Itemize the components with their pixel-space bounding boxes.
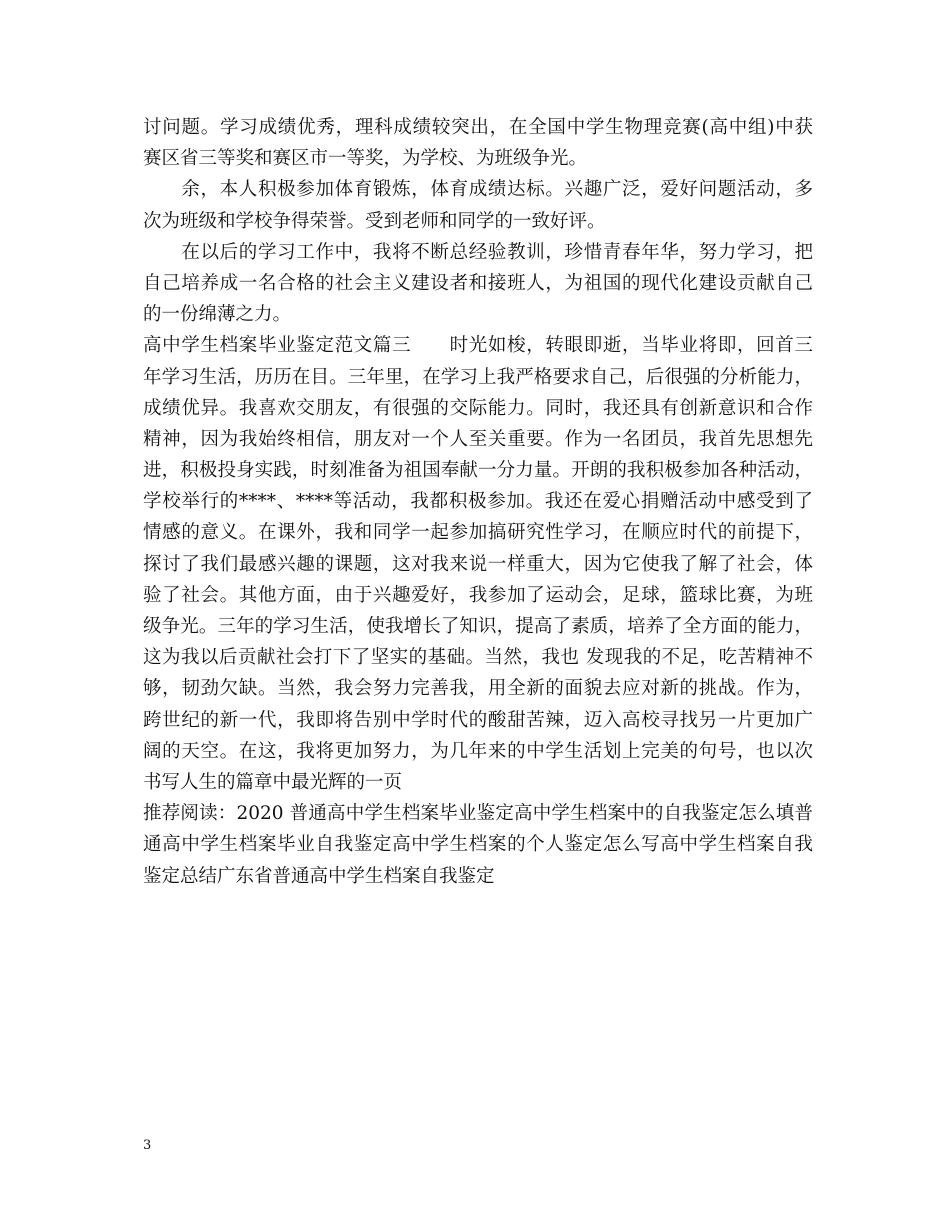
text-line: 成绩优异。我喜欢交朋友，有很强的交际能力。同时，我还具有创新意识和合作 — [143, 397, 813, 419]
text-line: 探讨了我们最感兴趣的课题，这对我来说一样重大，因为它使我了解了社会，体 — [143, 553, 813, 575]
text-line: 情感的意义。在课外，我和同学一起参加搞研究性学习，在顺应时代的前提下， — [143, 522, 813, 544]
text-line: 赛区省三等奖和赛区市一等奖，为学校、为班级争光。 — [143, 148, 588, 170]
recommended-reading-line: 通高中学生档案毕业自我鉴定高中学生档案的个人鉴定怎么写高中学生档案自我 — [143, 834, 813, 856]
text-line: 进，积极投身实践，时刻准备为祖国奉献一分力量。开朗的我积极参加各种活动， — [143, 460, 813, 482]
text-line: 书写人生的篇章中最光辉的一页 — [143, 771, 403, 793]
text-line: 级争光。三年的学习生活，使我增长了知识，提高了素质，培养了全方面的能力， — [143, 616, 813, 637]
text-line: 在以后的学习工作中，我将不断总经验教训，珍惜青春年华，努力学习，把 — [143, 241, 813, 263]
text-line: 学校举行的****、****等活动，我都积极参加。我还在爱心捐赠活动中感受到了 — [143, 491, 813, 513]
document-body — [143, 112, 813, 892]
text-line: 讨问题。学习成绩优秀，理科成绩较突出，在全国中学生物理竞赛(高中组)中获 — [143, 117, 813, 138]
text-line: 自己培养成一名合格的社会主义建设者和接班人，为祖国的现代化建设贡献自己 — [143, 272, 813, 294]
page-number: 3 — [143, 1138, 152, 1153]
section-heading-line: 高中学生档案毕业鉴定范文篇三 时光如梭，转眼即逝，当毕业将即，回首三 — [143, 335, 813, 357]
text-line: 次为班级和学校争得荣誉。受到老师和同学的一致好评。 — [143, 210, 606, 232]
text-line: 验了社会。其他方面，由于兴趣爱好，我参加了运动会，足球，篮球比赛，为班 — [143, 584, 813, 606]
text-line: 年学习生活，历历在目。三年里，在学习上我严格要求自己，后很强的分析能力， — [143, 366, 813, 388]
text-line: 的一份绵薄之力。 — [143, 304, 292, 326]
recommended-reading-line: 推荐阅读：2020 普通高中学生档案毕业鉴定高中学生档案中的自我鉴定怎么填普 — [143, 803, 813, 825]
text-line: 跨世纪的新一代，我即将告别中学时代的酸甜苦辣，迈入高校寻找另一片更加广 — [143, 709, 813, 731]
text-line: 够，韧劲欠缺。当然，我会努力完善我，用全新的面貌去应对新的挑战。作为， — [143, 678, 813, 700]
text-line: 余，本人积极参加体育锻炼，体育成绩达标。兴趣广泛，爱好问题活动，多 — [143, 179, 813, 201]
text-line: 阔的天空。在这，我将更加努力，为几年来的中学生活划上完美的句号，也以次 — [143, 740, 813, 762]
text-line: 这为我以后贡献社会打下了坚实的基础。当然，我也 发现我的不足，吃苦精神不 — [143, 647, 813, 669]
text-line: 精神，因为我始终相信，朋友对一个人至关重要。作为一名团员，我首先思想先 — [143, 428, 813, 450]
recommended-reading-line: 鉴定总结广东省普通高中学生档案自我鉴定 — [143, 865, 495, 887]
